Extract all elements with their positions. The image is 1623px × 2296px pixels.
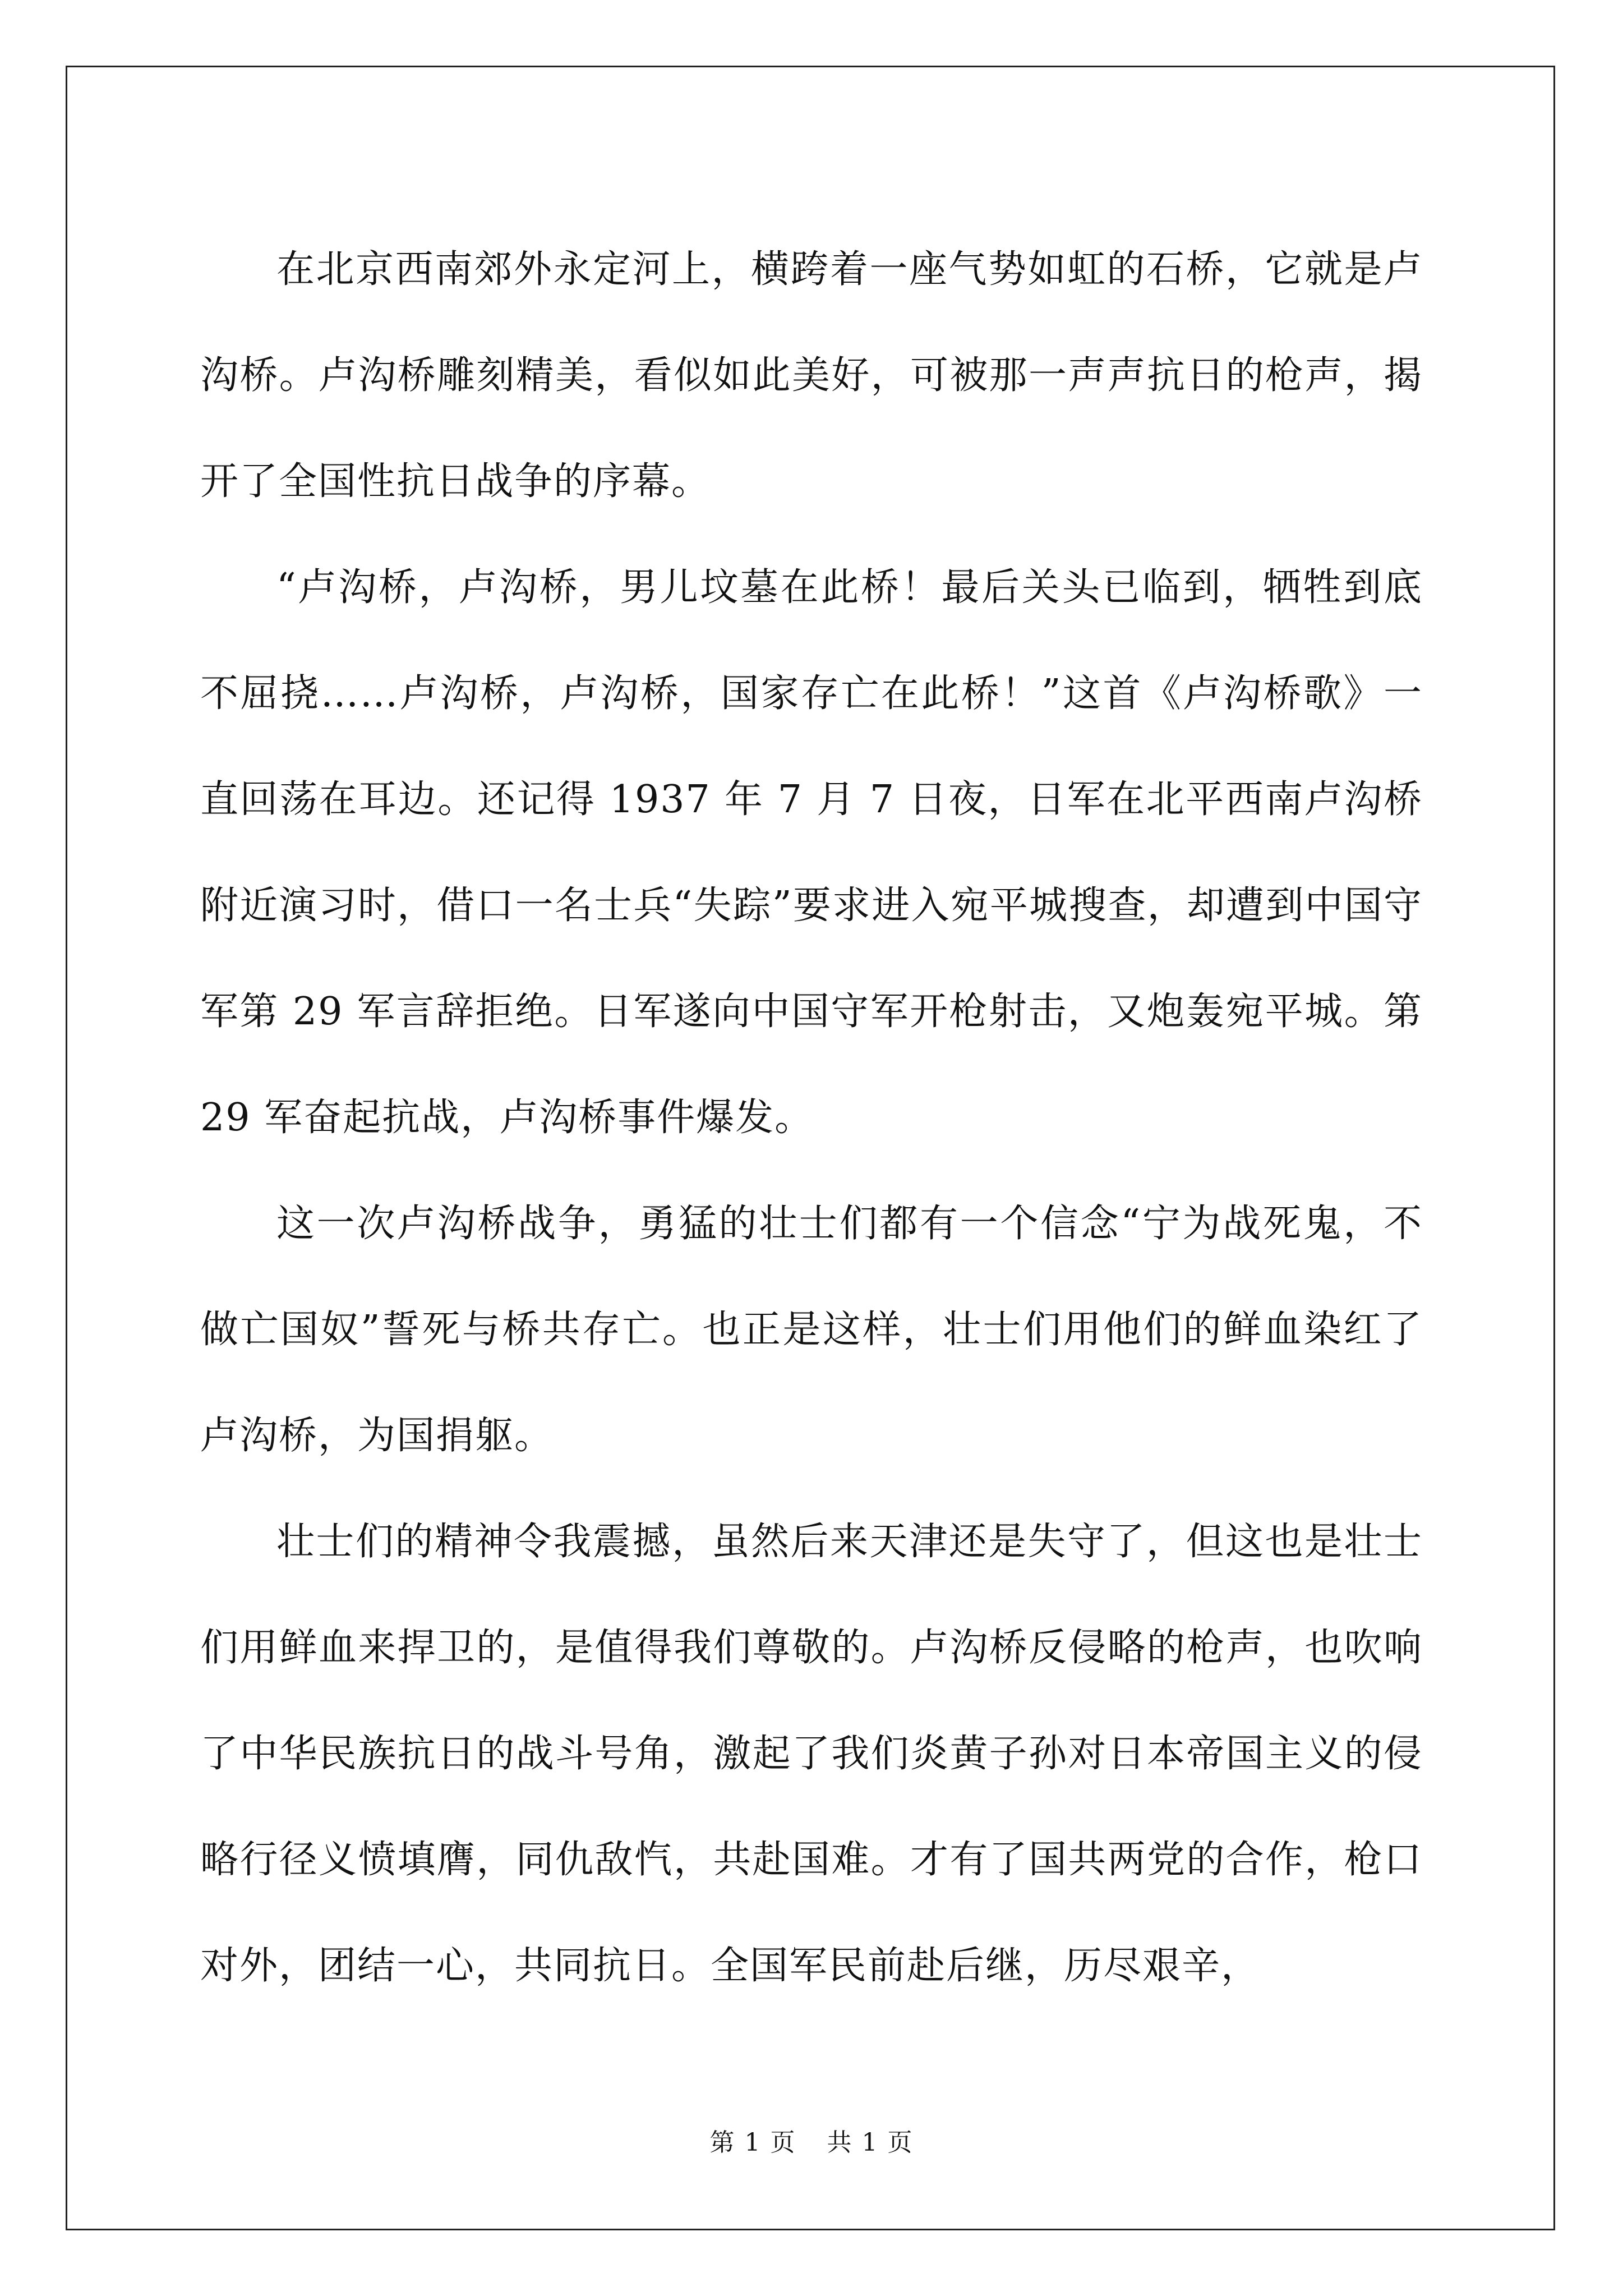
article-body [200,217,1423,2019]
page-total: 共 1 页 [827,2128,914,2157]
page-number: 第 1 页 [709,2128,796,2157]
paragraph: “卢沟桥，卢沟桥，男儿坟墓在此桥！最后关头已临到，牺牲到底不屈挠……卢沟桥，卢沟桥，国家存亡在此桥！”这首《卢沟桥歌》一直回荡在耳边。还记得 1937 年 7 月 7 日夜，日军在北平西南卢沟桥附近演习时，借口一名士兵“失踪”要求进入宛平城搜查，却遭到中国守军第 29 军言辞拒绝。日军遂向中国守军开枪射击，又炮轰宛平城。第 29 军奋起抗战，卢沟桥事件爆发。 [200,565,1423,1140]
page-footer [0,2126,1623,2160]
paragraph: 壮士们的精神令我震撼，虽然后来天津还是失守了，但这也是壮士们用鲜血来捍卫的，是值得我们尊敬的。卢沟桥反侵略的枪声，也吹响了中华民族抗日的战斗号角，激起了我们炎黄子孙对日本帝国主义的侵略行径义愤填膺，同仇敌忾，共赴国难。才有了国共两党的合作，枪口对外，团结一心，共同抗日。全国军民前赴后继，历尽艰辛， [200,1520,1423,1988]
paragraph: 在北京西南郊外永定河上，横跨着一座气势如虹的石桥，它就是卢沟桥。卢沟桥雕刻精美，看似如此美好，可被那一声声抗日的枪声，揭开了全国性抗日战争的序幕。 [200,247,1423,504]
paragraph: 这一次卢沟桥战争，勇猛的壮士们都有一个信念“宁为战死鬼，不做亡国奴”誓死与桥共存亡。也正是这样，壮士们用他们的鲜血染红了卢沟桥，为国捐躯。 [200,1202,1423,1458]
